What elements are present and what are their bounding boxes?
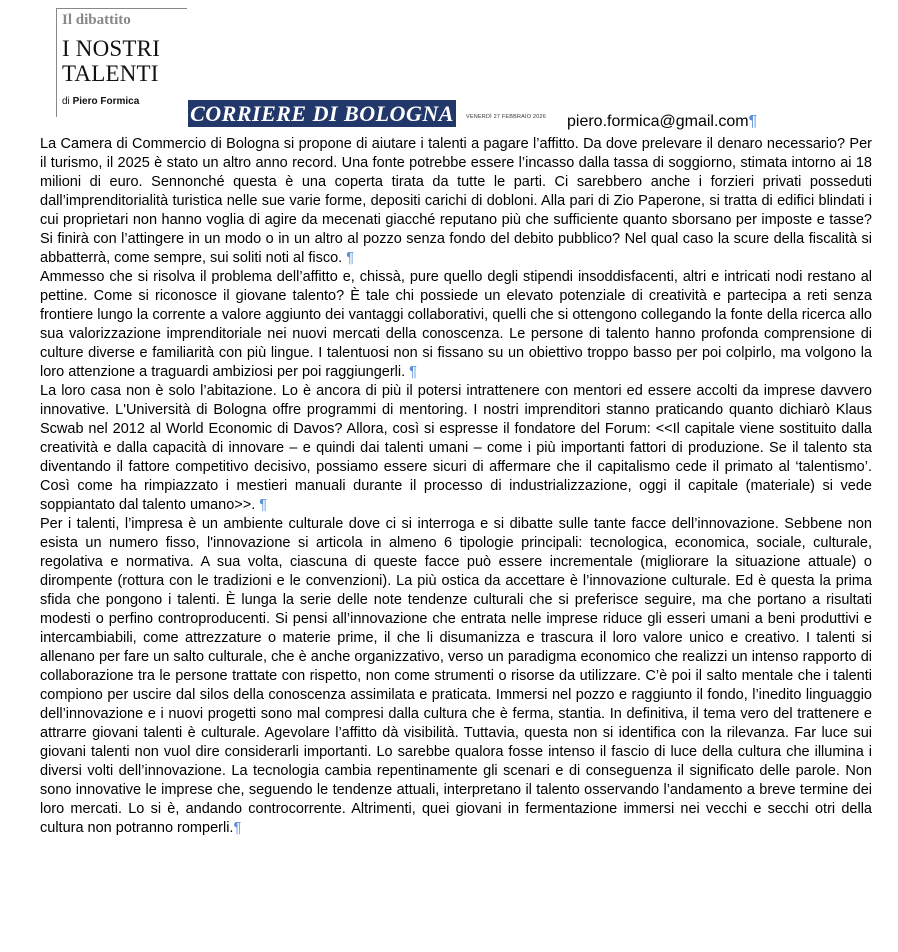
masthead-date: VENERDÌ 27 FEBBRAIO 2026 — [466, 114, 546, 120]
article-title — [62, 36, 160, 86]
pilcrow-icon: ¶ — [259, 497, 268, 513]
paragraph-2[interactable] — [40, 268, 872, 382]
title-line-1: I NOSTRI — [62, 36, 161, 61]
paragraph-text: La loro casa non è solo l’abitazione. Lo è ancora di più il potersi intrattenere con mentori ed essere accolti da imprese davvero innovative. L'Università di Bologna offre programmi di mentoring. I nostri imprenditori stanno praticando quanto dichiarò Klaus Scwab nel 2012 al World Economic di Davos? Allora, così si espresse il fondatore del Forum: <<Il capitale viene sostituito dalla creatività e dalla capacità di innovare – e quindi dai talenti umani – come i più importanti fattori di produzione. Se il talento sta diventando il fattore competitivo decisivo, possiamo essere sicuri di affermare che il capitalismo cede il primato al ‘talentismo’. Così come ha rimpiazzato i mestieri manuali durante il processo di industrializzazione, oggi il capitale (materiale) si vede soppiantato dal talento umano>>. — [40, 383, 872, 513]
author-email[interactable] — [567, 113, 757, 131]
paragraph-text: Per i talenti, l’impresa è un ambiente culturale dove ci si interroga e si dibatte sulle tante facce dell’innovazione. Sebbene non esista un numero fisso, l'innovazione si articola in almeno 6 tipologie principali: tecnologica, economica, sociale, culturale, regolativa e normativa. A sua volta, ciascuna di queste facce può essere incrementale (migliorare la situazione attuale) o dirompente (rottura con le tradizioni e le convenzioni). La più ostica da accettare è l’innovazione culturale. Ed è questa la prima sfida che pongono i talenti. È lunga la serie delle note tendenze culturali che si preferisce seguire, ma che portano a risultati modesti o perfino controproducenti. Si pensi all’innovazione che entrata nelle imprese riduce gli esseri umani a beni produttivi e intercambiabili, come attrezzature o materie prime, il che li disumanizza e trascura il loro valore unico e creativo. I talenti si allenano per fare un salto culturale, che è anche organizzativo, verso un paradigma economico che realizzi un intenso rapporto di collaborazione tra le persone trattate con rispetto, non come strumenti o risorse da utilizzare. C’è poi il salto mentale che i talenti compiono per uscire dal silos della conoscenza assimilata e praticata. Immersi nel pozzo e raggiunto il fondo, l’inedito linguaggio dell’innovazione e i nuovi progetti sono mal compresi dalla cultura che è ferma, stantia. In definitiva, il tema vero del trattenere e attrarre giovani talenti è culturale. Agevolare l’affitto dà visibilità. Tuttavia, questa non si identifica con la rilevanza. Far luce sui giovani talenti non vuol dire considerarli importanti. Lo sarebbe qualora fosse intenso il fascio di luce della cultura che illumina i diversi volti dell’innovazione. La tecnologia cambia repentinamente gli scenari e di conseguenza il significato delle parole. Non sono innovative le imprese che, seguendo le tendenze attuali, interpretano il talento osservando l’andamento a breve termine dei loro mercati. Lo si è, andando controcorrente. Altrimenti, quei giovani in fermentazione immersi nei vecchi e secchi otri della cultura non potranno romperli. — [40, 516, 872, 836]
article-body — [40, 135, 872, 838]
email-text[interactable]: piero.formica@gmail.com — [567, 113, 749, 130]
title-line-2: TALENTI — [62, 61, 159, 86]
paragraph-text: La Camera di Commercio di Bologna si propone di aiutare i talenti a pagare l’affitto. Da dove prelevare il denaro necessario? Per il turismo, il 2025 è stato un altro anno record. Una fonte potrebbe essere l’incasso dalla tassa di soggiorno, stimata intorno ai 18 milioni di euro. Sennonché questa è una coperta tirata da tutte le parti. Ci sarebbero anche i forzieri privati posseduti dall’imprenditorialità turistica nelle sue varie forme, depositi carichi di dobloni. Alla pari di Zio Paperone, si tratta di edifici blindati i cui proprietari non hanno voglia di agire da mecenati giacché reputano più che sufficiente quanto sborsano per imposte e tasse? Si finirà con l’attingere in un modo o in un altro al pozzo senza fondo del debito pubblico? Nel qual caso la scure della fiscalità si abbatterrà, come sempre, sui soliti noti al fisco. — [40, 136, 872, 266]
byline-prefix: di — [62, 96, 70, 107]
paragraph-text: Ammesso che si risolva il problema dell’affitto e, chissà, pure quello degli stipendi insoddisfacenti, altri e intricati nodi restano al pettine. Come si riconosce il giovane talento? È tale chi possiede un elevato potenziale di creatività e partecipa a reti senza frontiere lungo la corrente a valore aggiunto dei vantaggi collaborativi, quelli che si ottengono collegando la fonte della ricerca allo sua valorizzazione imprenditoriale nei nuovi mercati della conoscenza. Le persone di talento hanno profonda comprensione di culture diverse e familiarità con più lingue. I talentuosi non si fissano su un obiettivo troppo basso per poi colpirlo, ma volgono la loro attenzione a traguardi ambiziosi per poi raggiungerli. — [40, 269, 872, 380]
paragraph-4[interactable] — [40, 515, 872, 838]
byline — [62, 96, 139, 107]
newspaper-masthead: CORRIERE DI BOLOGNA — [188, 100, 456, 127]
pilcrow-icon: ¶ — [233, 820, 242, 836]
byline-author: Piero Formica — [72, 96, 140, 107]
paragraph-3[interactable] — [40, 382, 872, 515]
pilcrow-icon: ¶ — [748, 113, 758, 130]
section-kicker: Il dibattito — [62, 12, 131, 28]
paragraph-1[interactable] — [40, 135, 872, 268]
pilcrow-icon: ¶ — [409, 364, 417, 380]
pilcrow-icon: ¶ — [346, 250, 355, 266]
